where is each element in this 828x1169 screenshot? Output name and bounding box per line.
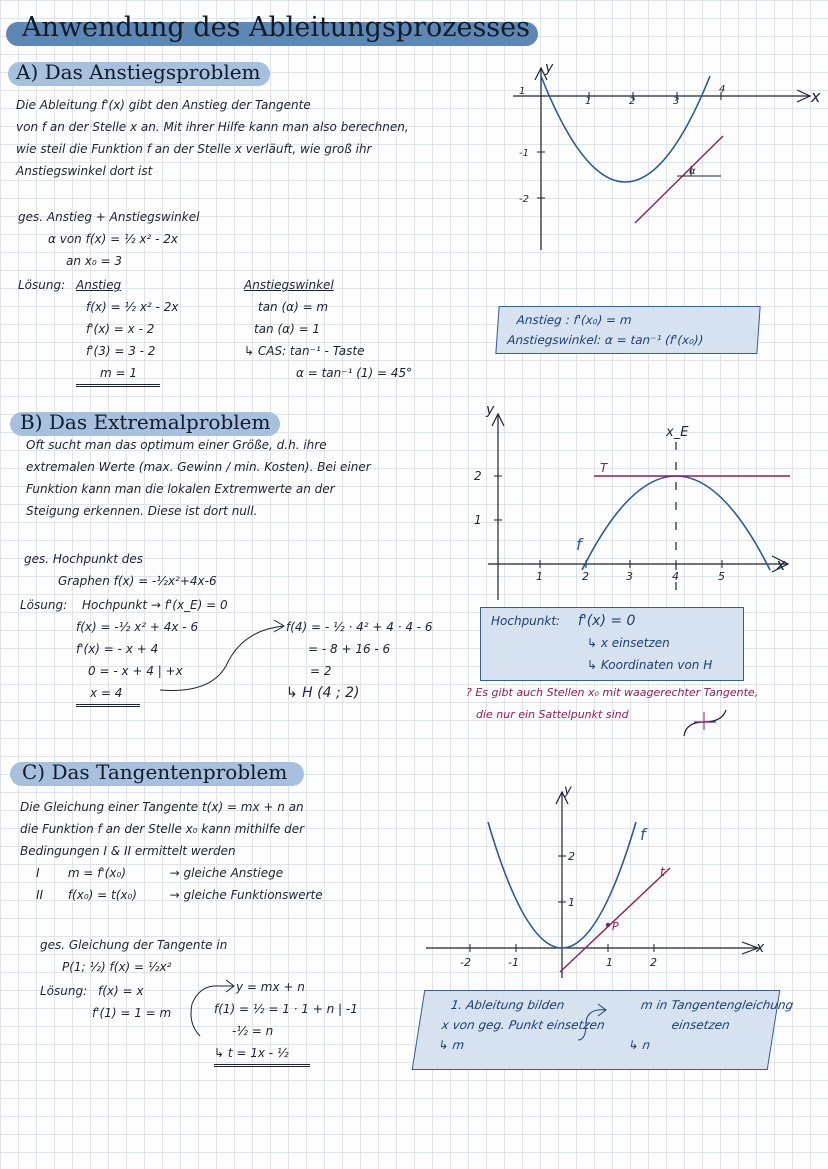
x-tick-label: 1 xyxy=(606,956,613,969)
x-tick-label: 5 xyxy=(718,570,725,583)
x-axis-label: x xyxy=(811,87,821,106)
given-line: an x₀ = 3 xyxy=(66,254,123,268)
step-line: f'(x) = x - 2 xyxy=(86,322,155,336)
section-c-steps-left xyxy=(92,980,171,1024)
x-tick-label: 1 xyxy=(585,96,592,107)
section-c-given xyxy=(40,934,227,978)
tangent-point xyxy=(606,923,610,927)
x-tick-label: 2 xyxy=(650,956,657,969)
section-c-intro xyxy=(20,796,304,862)
summary-line: Hochpunkt: xyxy=(491,614,561,628)
step-line: α = tan⁻¹ (1) = 45° xyxy=(296,366,413,380)
step-result: x = 4 xyxy=(76,682,140,707)
curve-label: f xyxy=(576,535,582,554)
y-tick-label: 2 xyxy=(474,469,482,483)
section-a-steps-right xyxy=(244,274,412,384)
x-tick-label: 4 xyxy=(719,84,726,95)
section-b-summary-box xyxy=(480,607,744,681)
intro-line: Steigung erkennen. Diese ist dort null. xyxy=(26,504,258,518)
step-line: f'(3) = 3 - 2 xyxy=(86,344,156,358)
condition-equation: f(x₀) = t(x₀) xyxy=(67,888,137,902)
section-b-solution-label: Lösung: xyxy=(20,598,68,612)
section-a-heading: A) Das Anstiegsproblem xyxy=(16,60,261,84)
y-tick-label: 2 xyxy=(568,850,575,863)
x-tick-label: 1 xyxy=(536,570,543,583)
y-tick-label: 1 xyxy=(474,513,482,527)
x-tick-label: 2 xyxy=(629,96,636,107)
step-line: Anstiegswinkel xyxy=(244,278,334,292)
step-line: = - 8 + 16 - 6 xyxy=(308,642,391,656)
section-c-heading: C) Das Tangentenproblem xyxy=(22,760,288,784)
intro-line: extremalen Werte (max. Gewinn / min. Kosten). Bei einer xyxy=(26,460,371,474)
step-line: f'(1) = 1 = m xyxy=(92,1006,172,1020)
x-tick-label: 3 xyxy=(673,96,680,107)
y-tick-label: -2 xyxy=(519,194,529,205)
given-line: ges. Gleichung der Tangente in xyxy=(40,938,228,952)
x-tick-label: -1 xyxy=(508,956,519,969)
saddle-sketch xyxy=(680,704,730,744)
step-line: -½ = n xyxy=(232,1024,274,1038)
x-tick-label: -2 xyxy=(460,956,471,969)
section-b-steps-right xyxy=(286,616,433,704)
angle-label: α xyxy=(689,166,696,177)
condition-row xyxy=(36,862,323,884)
parabola-curve xyxy=(541,76,710,182)
extreme-label: x_E xyxy=(666,425,689,440)
step-line: tan (α) = m xyxy=(258,300,329,314)
curve-label: f xyxy=(640,825,646,844)
intro-line: von f an der Stelle x an. Mit ihrer Hilfe kann man also berechnen, xyxy=(16,120,409,134)
step-line: 0 = - x + 4 | +x xyxy=(88,664,183,678)
summary-line: 1. Ableitung bilden xyxy=(449,998,566,1012)
step-line: ↳ CAS: tan⁻¹ - Taste xyxy=(244,344,365,358)
step-line: f(4) = - ½ · 4² + 4 · 4 - 6 xyxy=(286,620,433,634)
section-a-solution-label: Lösung: xyxy=(18,278,66,292)
step-line: f(x) = x xyxy=(98,984,144,998)
step-line: f'(x) = - x + 4 xyxy=(76,642,159,656)
x-tick-label: 3 xyxy=(626,570,633,583)
condition-row xyxy=(36,884,323,906)
intro-line: Bedingungen I & II ermittelt werden xyxy=(20,844,236,858)
summary-line: ↳ Koordinaten von H xyxy=(587,658,713,672)
y-axis-label: y xyxy=(564,783,572,798)
step-line: f(1) = ½ = 1 · 1 + n | -1 xyxy=(214,1002,358,1016)
condition-note: → gleiche Anstiege xyxy=(169,866,284,880)
section-a-summary-box xyxy=(495,306,760,354)
note-line: die nur ein Sattelpunkt sind xyxy=(476,708,629,721)
tangent-line xyxy=(635,136,723,223)
intro-line: die Funktion f an der Stelle x₀ kann mithilfe der xyxy=(20,822,305,836)
intro-line: Die Gleichung einer Tangente t(x) = mx + n an xyxy=(20,800,304,814)
summary-line: einsetzen xyxy=(670,1018,731,1032)
y-tick-label: 1 xyxy=(519,86,526,97)
section-c-graph xyxy=(420,780,770,980)
summary-line: Anstiegswinkel: α = tan⁻¹ (f'(x₀)) xyxy=(506,333,704,347)
x-tick-label: 2 xyxy=(582,570,589,583)
condition-equation: m = f'(x₀) xyxy=(67,866,126,880)
intro-line: wie steil die Funktion f an der Stelle x verläuft, wie groß ihr xyxy=(16,142,372,156)
section-b-heading: B) Das Extremalproblem xyxy=(20,410,271,434)
summary-line: ↳ n xyxy=(627,1038,652,1052)
step-result: m = 1 xyxy=(76,362,160,387)
summary-line: ↳ m xyxy=(437,1038,466,1052)
section-b-connector xyxy=(150,614,290,696)
summary-line: m in Tangentengleichung xyxy=(639,998,795,1012)
x-tick-label: 4 xyxy=(672,570,679,583)
page-title: Anwendung des Ableitungsprozesses xyxy=(22,12,530,43)
condition-number: II xyxy=(36,888,44,902)
summary-line: f'(x) = 0 xyxy=(577,613,636,629)
given-line: ges. Hochpunkt des xyxy=(24,552,143,566)
step-line: y = mx + n xyxy=(236,980,305,994)
x-axis-label: x xyxy=(756,940,765,956)
tangent-label: T xyxy=(600,461,608,475)
summary-line: x von geg. Punkt einsetzen xyxy=(440,1018,606,1032)
step-line: tan (α) = 1 xyxy=(254,322,321,336)
section-b-intro xyxy=(26,434,371,522)
step-line: Anstieg xyxy=(76,278,122,292)
step-line: Hochpunkt → f'(x_E) = 0 xyxy=(82,598,228,612)
step-line: = 2 xyxy=(310,664,332,678)
section-c-connector xyxy=(186,974,246,1064)
section-b-given xyxy=(24,548,217,592)
section-a-steps-left xyxy=(76,274,178,387)
intro-line: Funktion kann man die lokalen Extremwerte an der xyxy=(26,482,335,496)
step-line: f(x) = -½ x² + 4x - 6 xyxy=(76,620,199,634)
step-line: ↳ H (4 ; 2) xyxy=(286,685,360,701)
condition-note: → gleiche Funktionswerte xyxy=(169,888,323,902)
tangent-label: t xyxy=(660,865,665,879)
point-label: P xyxy=(612,920,619,933)
section-a-intro xyxy=(16,94,409,182)
given-line: Graphen f(x) = -½x²+4x-6 xyxy=(58,574,217,588)
given-line: α von f(x) = ½ x² - 2x xyxy=(48,232,179,246)
note-line: ? Es gibt auch Stellen x₀ mit waagerechter Tangente, xyxy=(466,686,759,699)
section-a-given xyxy=(18,206,199,272)
y-tick-label: 1 xyxy=(568,896,575,909)
y-tick-label: -1 xyxy=(519,148,529,159)
intro-line: Oft sucht man das optimum einer Größe, d.h. ihre xyxy=(26,438,327,452)
intro-line: Anstiegswinkel dort ist xyxy=(16,164,153,178)
given-line: ges. Anstieg + Anstiegswinkel xyxy=(18,210,200,224)
section-b-graph xyxy=(470,400,800,610)
given-line: P(1; ½) f(x) = ½x² xyxy=(62,960,172,974)
step-result: ↳ t = 1x - ½ xyxy=(214,1042,310,1067)
step-line: f(x) = ½ x² - 2x xyxy=(86,300,179,314)
condition-number: I xyxy=(36,866,40,880)
summary-connector xyxy=(572,1000,612,1044)
y-axis-label: y xyxy=(545,60,554,76)
section-c-solution-label: Lösung: xyxy=(40,984,88,998)
y-axis-label: y xyxy=(486,402,495,418)
section-c-conditions xyxy=(36,862,323,906)
x-axis-label: x xyxy=(776,555,786,574)
intro-line: Die Ableitung f'(x) gibt den Anstieg der Tangente xyxy=(16,98,311,112)
section-a-graph xyxy=(505,58,823,254)
summary-line: ↳ x einsetzen xyxy=(587,636,670,650)
summary-line: Anstieg : f'(x₀) = m xyxy=(516,313,633,327)
